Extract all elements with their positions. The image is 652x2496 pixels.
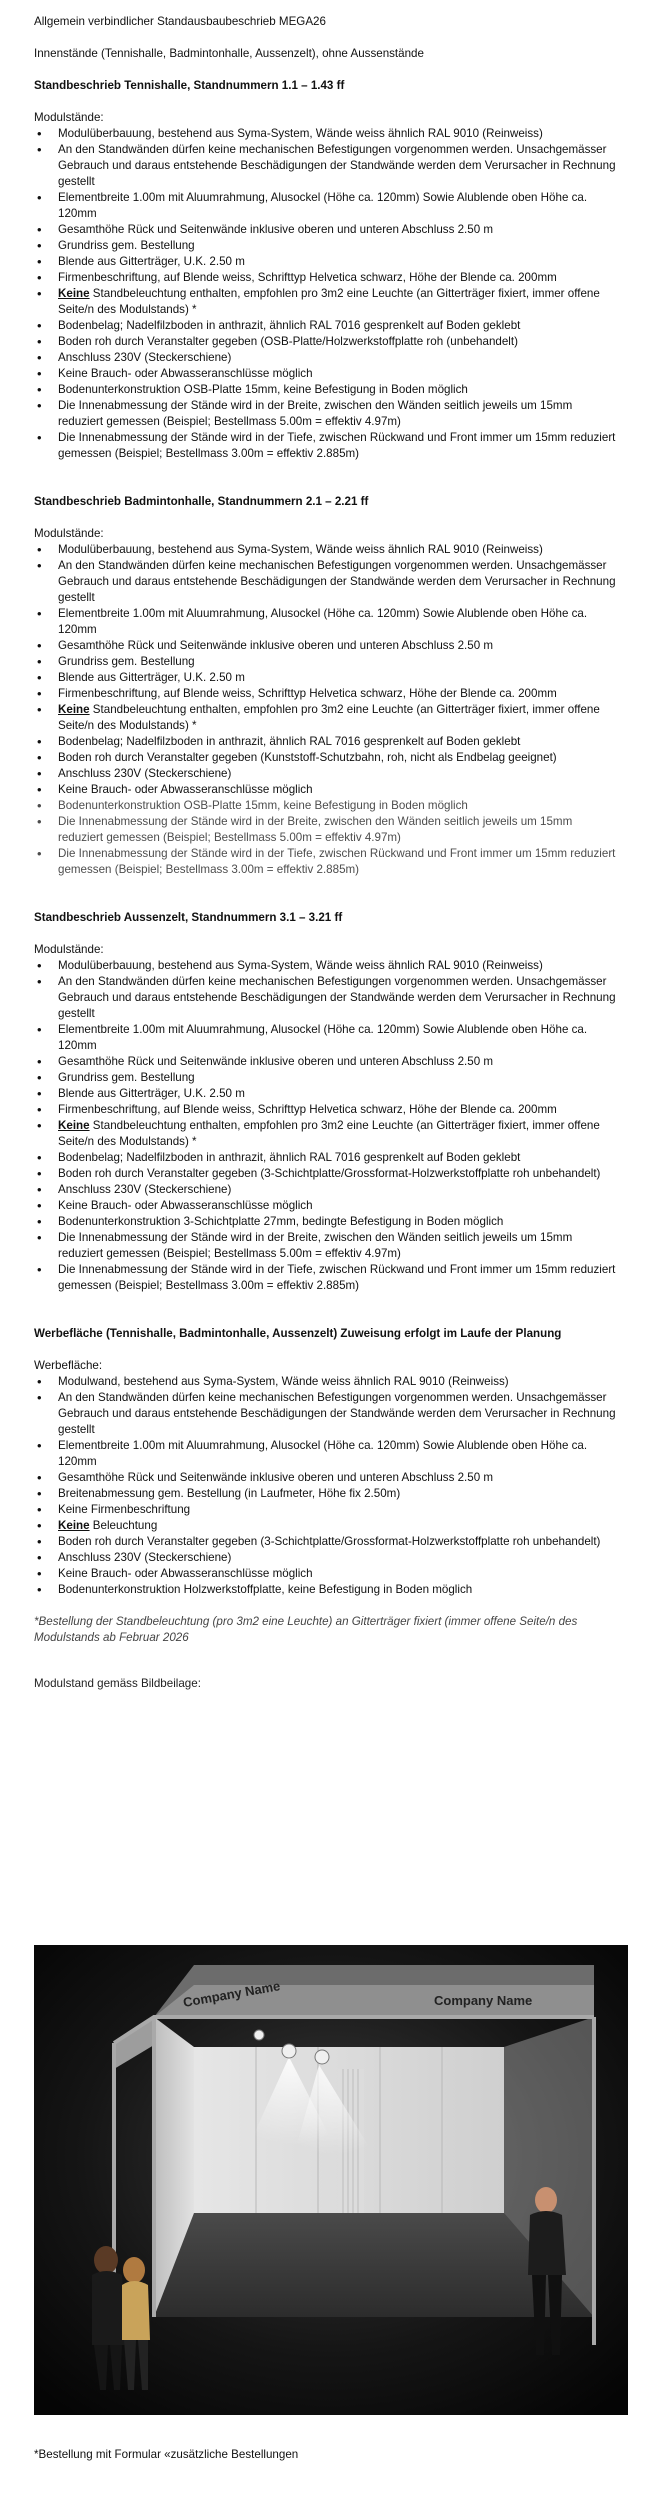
list-item xyxy=(34,382,618,398)
list-item xyxy=(34,222,618,238)
list-item xyxy=(34,1502,618,1518)
section-intro: Modulstände: xyxy=(34,943,104,956)
list-item-text: Keine Brauch- oder Abwasseranschlüsse möglich xyxy=(58,367,313,380)
list-item xyxy=(34,750,618,766)
list-item xyxy=(34,686,618,702)
list-item-text: Die Innenabmessung der Stände wird in der Tiefe, zwischen Rückwand und Front immer um 15mm reduziert gemessen (Beispiel; Bestellmass 3.00m = effektiv 2.885m) xyxy=(58,431,616,460)
list-item xyxy=(34,286,618,318)
list-item-text: Bodenunterkonstruktion 3-Schichtplatte 27mm, bedingte Befestigung in Boden möglich xyxy=(58,1215,504,1228)
list-item-text: An den Standwänden dürfen keine mechanischen Befestigungen vorgenommen werden. Unsachgemässer Gebrauch und daraus entstehende Beschädigungen der Standwände werden dem Verursacher in Rechnung gestellt xyxy=(58,559,616,604)
list-item xyxy=(34,254,618,270)
list-item-text: Elementbreite 1.00m mit Aluumrahmung, Alusockel (Höhe ca. 120mm) Sowie Alublende oben Höhe ca. 120mm xyxy=(58,607,588,636)
list-item-text: Bodenbelag; Nadelfilzboden in anthrazit, ähnlich RAL 7016 gesprenkelt auf Boden geklebt xyxy=(58,319,521,332)
list-item xyxy=(34,782,618,798)
list-item-text: Blende aus Gitterträger, U.K. 2.50 m xyxy=(58,1087,245,1100)
list-item-text: Modulüberbauung, bestehend aus Syma-System, Wände weiss ähnlich RAL 9010 (Reinweiss) xyxy=(58,543,543,556)
list-item xyxy=(34,1582,618,1598)
section-intro: Modulstände: xyxy=(34,527,104,540)
list-item xyxy=(34,350,618,366)
list-item-text: An den Standwänden dürfen keine mechanischen Befestigungen vorgenommen werden. Unsachgemässer Gebrauch und daraus entstehende Beschädigungen der Standwände werden dem Verursacher in Rechnung gestellt xyxy=(58,143,616,188)
section-spacer xyxy=(34,462,618,494)
list-item xyxy=(34,606,618,638)
list-item-text: Die Innenabmessung der Stände wird in der Tiefe, zwischen Rückwand und Front immer um 15mm reduziert gemessen (Beispiel; Bestellmass 3.00m = effektiv 2.885m) xyxy=(58,847,616,876)
list-item-text: Elementbreite 1.00m mit Aluumrahmung, Alusockel (Höhe ca. 120mm) Sowie Alublende oben Höhe ca. 120mm xyxy=(58,191,588,220)
list-item xyxy=(34,542,618,558)
list-item-text: Die Innenabmessung der Stände wird in der Breite, zwischen den Wänden seitlich jeweils um 15mm reduziert gemessen (Beispiel; Bestellmass 5.00m = effektiv 4.97m) xyxy=(58,399,573,428)
list-item-text: Die Innenabmessung der Stände wird in der Breite, zwischen den Wänden seitlich jeweils um 15mm reduziert gemessen (Beispiel; Bestellmass 5.00m = effektiv 4.97m) xyxy=(58,1231,573,1260)
list-item xyxy=(34,1566,618,1582)
list-item-text: Blende aus Gitterträger, U.K. 2.50 m xyxy=(58,671,245,684)
list-item xyxy=(34,702,618,734)
list-item xyxy=(34,974,618,1022)
bullet-list xyxy=(34,1374,618,1598)
list-item xyxy=(34,734,618,750)
list-item xyxy=(34,846,618,878)
lighting-footnote: *Bestellung der Standbeleuchtung (pro 3m2 eine Leuchte) an Gitterträger fixiert (immer offene Seite/n des Modulstands ab Februar 2026 xyxy=(34,1615,578,1644)
list-item-text: Anschluss 230V (Steckerschiene) xyxy=(58,767,232,780)
list-item xyxy=(34,190,618,222)
list-item xyxy=(34,1550,618,1566)
keyword-emphasis: Keine xyxy=(58,1519,90,1532)
list-item xyxy=(34,1070,618,1086)
keyword-emphasis: Keine xyxy=(58,703,90,716)
list-item-text: Bodenunterkonstruktion Holzwerkstoffplatte, keine Befestigung in Boden möglich xyxy=(58,1583,473,1596)
keyword-emphasis: Keine xyxy=(58,287,90,300)
section-intro: Modulstände: xyxy=(34,111,104,124)
list-item-text: Firmenbeschriftung, auf Blende weiss, Schrifttyp Helvetica schwarz, Höhe der Blende ca. 200mm xyxy=(58,271,557,284)
list-item-text: Anschluss 230V (Steckerschiene) xyxy=(58,1551,232,1564)
list-item xyxy=(34,398,618,430)
list-item-text: Firmenbeschriftung, auf Blende weiss, Schrifttyp Helvetica schwarz, Höhe der Blende ca. 200mm xyxy=(58,687,557,700)
section-spacer xyxy=(34,878,618,910)
list-item-text: Modulüberbauung, bestehend aus Syma-System, Wände weiss ähnlich RAL 9010 (Reinweiss) xyxy=(58,959,543,972)
list-item xyxy=(34,366,618,382)
list-item xyxy=(34,958,618,974)
list-item-text: Gesamthöhe Rück und Seitenwände inklusive oberen und unteren Abschluss 2.50 m xyxy=(58,1055,494,1068)
list-item xyxy=(34,126,618,142)
list-item xyxy=(34,1086,618,1102)
list-item xyxy=(34,334,618,350)
section-1 xyxy=(34,78,618,494)
section-3 xyxy=(34,910,618,1326)
list-item xyxy=(34,238,618,254)
list-item xyxy=(34,1230,618,1262)
stand-illustration xyxy=(34,1945,628,2415)
list-item-text: Anschluss 230V (Steckerschiene) xyxy=(58,1183,232,1196)
list-item-text: Modulwand, bestehend aus Syma-System, Wände weiss ähnlich RAL 9010 (Reinweiss) xyxy=(58,1375,509,1388)
list-item xyxy=(34,1118,618,1150)
image-caption: Modulstand gemäss Bildbeilage: xyxy=(34,1677,201,1690)
fascia-label-left: Company Name xyxy=(181,1978,282,2010)
list-item xyxy=(34,142,618,190)
section-spacer xyxy=(34,1294,618,1326)
bullet-list xyxy=(34,126,618,462)
list-item-text: Die Innenabmessung der Stände wird in der Tiefe, zwischen Rückwand und Front immer um 15mm reduziert gemessen (Beispiel; Bestellmass 3.00m = effektiv 2.885m) xyxy=(58,1263,616,1292)
list-item-text: Beleuchtung xyxy=(89,1519,158,1532)
list-item-text: Keine Brauch- oder Abwasseranschlüsse möglich xyxy=(58,1567,313,1580)
list-item-text: Grundriss gem. Bestellung xyxy=(58,239,195,252)
section-intro: Werbefläche: xyxy=(34,1359,103,1372)
sections-container xyxy=(34,78,618,1598)
list-item-text: Blende aus Gitterträger, U.K. 2.50 m xyxy=(58,255,245,268)
list-item xyxy=(34,1486,618,1502)
list-item-text: Grundriss gem. Bestellung xyxy=(58,655,195,668)
list-item-text: Gesamthöhe Rück und Seitenwände inklusive oberen und unteren Abschluss 2.50 m xyxy=(58,639,494,652)
list-item xyxy=(34,430,618,462)
list-item xyxy=(34,1470,618,1486)
list-item-text: Elementbreite 1.00m mit Aluumrahmung, Alusockel (Höhe ca. 120mm) Sowie Alublende oben Höhe ca. 120mm xyxy=(58,1023,588,1052)
list-item xyxy=(34,814,618,846)
list-item xyxy=(34,1534,618,1550)
list-item xyxy=(34,1390,618,1438)
section-4 xyxy=(34,1326,618,1598)
list-item-text: Standbeleuchtung enthalten, empfohlen pro 3m2 eine Leuchte (an Gitterträger fixiert, immer offene Seite/n des Modulstands) * xyxy=(58,287,600,316)
list-item-text: Bodenunterkonstruktion OSB-Platte 15mm, keine Befestigung in Boden möglich xyxy=(58,383,468,396)
list-item-text: An den Standwänden dürfen keine mechanischen Befestigungen vorgenommen werden. Unsachgemässer Gebrauch und daraus entstehende Beschädigungen der Standwände werden dem Verursacher in Rechnung gestellt xyxy=(58,975,616,1020)
list-item xyxy=(34,1438,618,1470)
list-item xyxy=(34,558,618,606)
section-heading: Standbeschrieb Tennishalle, Standnummern 1.1 – 1.43 ff xyxy=(34,79,345,92)
list-item-text: Gesamthöhe Rück und Seitenwände inklusive oberen und unteren Abschluss 2.50 m xyxy=(58,1471,494,1484)
list-item-text: Boden roh durch Veranstalter gegeben (3-Schichtplatte/Grossformat-Holzwerkstoffplatte roh unbehandelt) xyxy=(58,1167,601,1180)
list-item-text: Gesamthöhe Rück und Seitenwände inklusive oberen und unteren Abschluss 2.50 m xyxy=(58,223,494,236)
document-title: Allgemein verbindlicher Standausbaubeschrieb MEGA26 xyxy=(34,15,326,28)
list-item-text: Grundriss gem. Bestellung xyxy=(58,1071,195,1084)
list-item xyxy=(34,1166,618,1182)
list-item xyxy=(34,638,618,654)
final-note: *Bestellung mit Formular «zusätzliche Bestellungen xyxy=(34,2448,299,2461)
list-item-text: Keine Firmenbeschriftung xyxy=(58,1503,191,1516)
list-item xyxy=(34,670,618,686)
list-item-text: Standbeleuchtung enthalten, empfohlen pro 3m2 eine Leuchte (an Gitterträger fixiert, immer offene Seite/n des Modulstands) * xyxy=(58,703,600,732)
list-item-text: Breitenabmessung gem. Bestellung (in Laufmeter, Höhe fix 2.50m) xyxy=(58,1487,401,1500)
list-item xyxy=(34,1214,618,1230)
section-heading: Standbeschrieb Badmintonhalle, Standnummern 2.1 – 2.21 ff xyxy=(34,495,369,508)
list-item-text: Modulüberbauung, bestehend aus Syma-System, Wände weiss ähnlich RAL 9010 (Reinweiss) xyxy=(58,127,543,140)
list-item xyxy=(34,1102,618,1118)
section-2 xyxy=(34,494,618,910)
bullet-list xyxy=(34,542,618,878)
list-item-text: Bodenbelag; Nadelfilzboden in anthrazit, ähnlich RAL 7016 gesprenkelt auf Boden geklebt xyxy=(58,1151,521,1164)
list-item xyxy=(34,654,618,670)
list-item-text: Bodenbelag; Nadelfilzboden in anthrazit, ähnlich RAL 7016 gesprenkelt auf Boden geklebt xyxy=(58,735,521,748)
list-item-text: Standbeleuchtung enthalten, empfohlen pro 3m2 eine Leuchte (an Gitterträger fixiert, immer offene Seite/n des Modulstands) * xyxy=(58,1119,600,1148)
section-heading: Werbefläche (Tennishalle, Badmintonhalle, Aussenzelt) Zuweisung erfolgt im Laufe der Planung xyxy=(34,1327,562,1340)
list-item xyxy=(34,1150,618,1166)
list-item-text: Bodenunterkonstruktion OSB-Platte 15mm, keine Befestigung in Boden möglich xyxy=(58,799,468,812)
document-subtitle: Innenstände (Tennishalle, Badmintonhalle, Aussenzelt), ohne Aussenstände xyxy=(34,47,424,60)
list-item-text: Die Innenabmessung der Stände wird in der Breite, zwischen den Wänden seitlich jeweils um 15mm reduziert gemessen (Beispiel; Bestellmass 5.00m = effektiv 4.97m) xyxy=(58,815,573,844)
section-heading: Standbeschrieb Aussenzelt, Standnummern 3.1 – 3.21 ff xyxy=(34,911,343,924)
list-item xyxy=(34,798,618,814)
list-item xyxy=(34,1182,618,1198)
list-item xyxy=(34,1022,618,1054)
fascia-label-right: Company Name xyxy=(434,1993,533,2008)
list-item-text: Keine Brauch- oder Abwasseranschlüsse möglich xyxy=(58,783,313,796)
keyword-emphasis: Keine xyxy=(58,1119,90,1132)
list-item xyxy=(34,1262,618,1294)
bullet-list xyxy=(34,958,618,1294)
list-item xyxy=(34,766,618,782)
list-item xyxy=(34,1054,618,1070)
list-item-text: Elementbreite 1.00m mit Aluumrahmung, Alusockel (Höhe ca. 120mm) Sowie Alublende oben Höhe ca. 120mm xyxy=(58,1439,588,1468)
list-item-text: Boden roh durch Veranstalter gegeben (Kunststoff-Schutzbahn, roh, nicht als Endbelag geeignet) xyxy=(58,751,557,764)
list-item xyxy=(34,1198,618,1214)
list-item-text: Firmenbeschriftung, auf Blende weiss, Schrifttyp Helvetica schwarz, Höhe der Blende ca. 200mm xyxy=(58,1103,557,1116)
list-item-text: An den Standwänden dürfen keine mechanischen Befestigungen vorgenommen werden. Unsachgemässer Gebrauch und daraus entstehende Beschädigungen der Standwände werden dem Verursacher in Rechnung gestellt xyxy=(58,1391,616,1436)
list-item xyxy=(34,1374,618,1390)
list-item-text: Boden roh durch Veranstalter gegeben (3-Schichtplatte/Grossformat-Holzwerkstoffplatte roh unbehandelt) xyxy=(58,1535,601,1548)
list-item xyxy=(34,318,618,334)
list-item-text: Boden roh durch Veranstalter gegeben (OSB-Platte/Holzwerkstoffplatte roh (unbehandelt) xyxy=(58,335,518,348)
list-item xyxy=(34,270,618,286)
list-item xyxy=(34,1518,618,1534)
list-item-text: Anschluss 230V (Steckerschiene) xyxy=(58,351,232,364)
list-item-text: Keine Brauch- oder Abwasseranschlüsse möglich xyxy=(58,1199,313,1212)
